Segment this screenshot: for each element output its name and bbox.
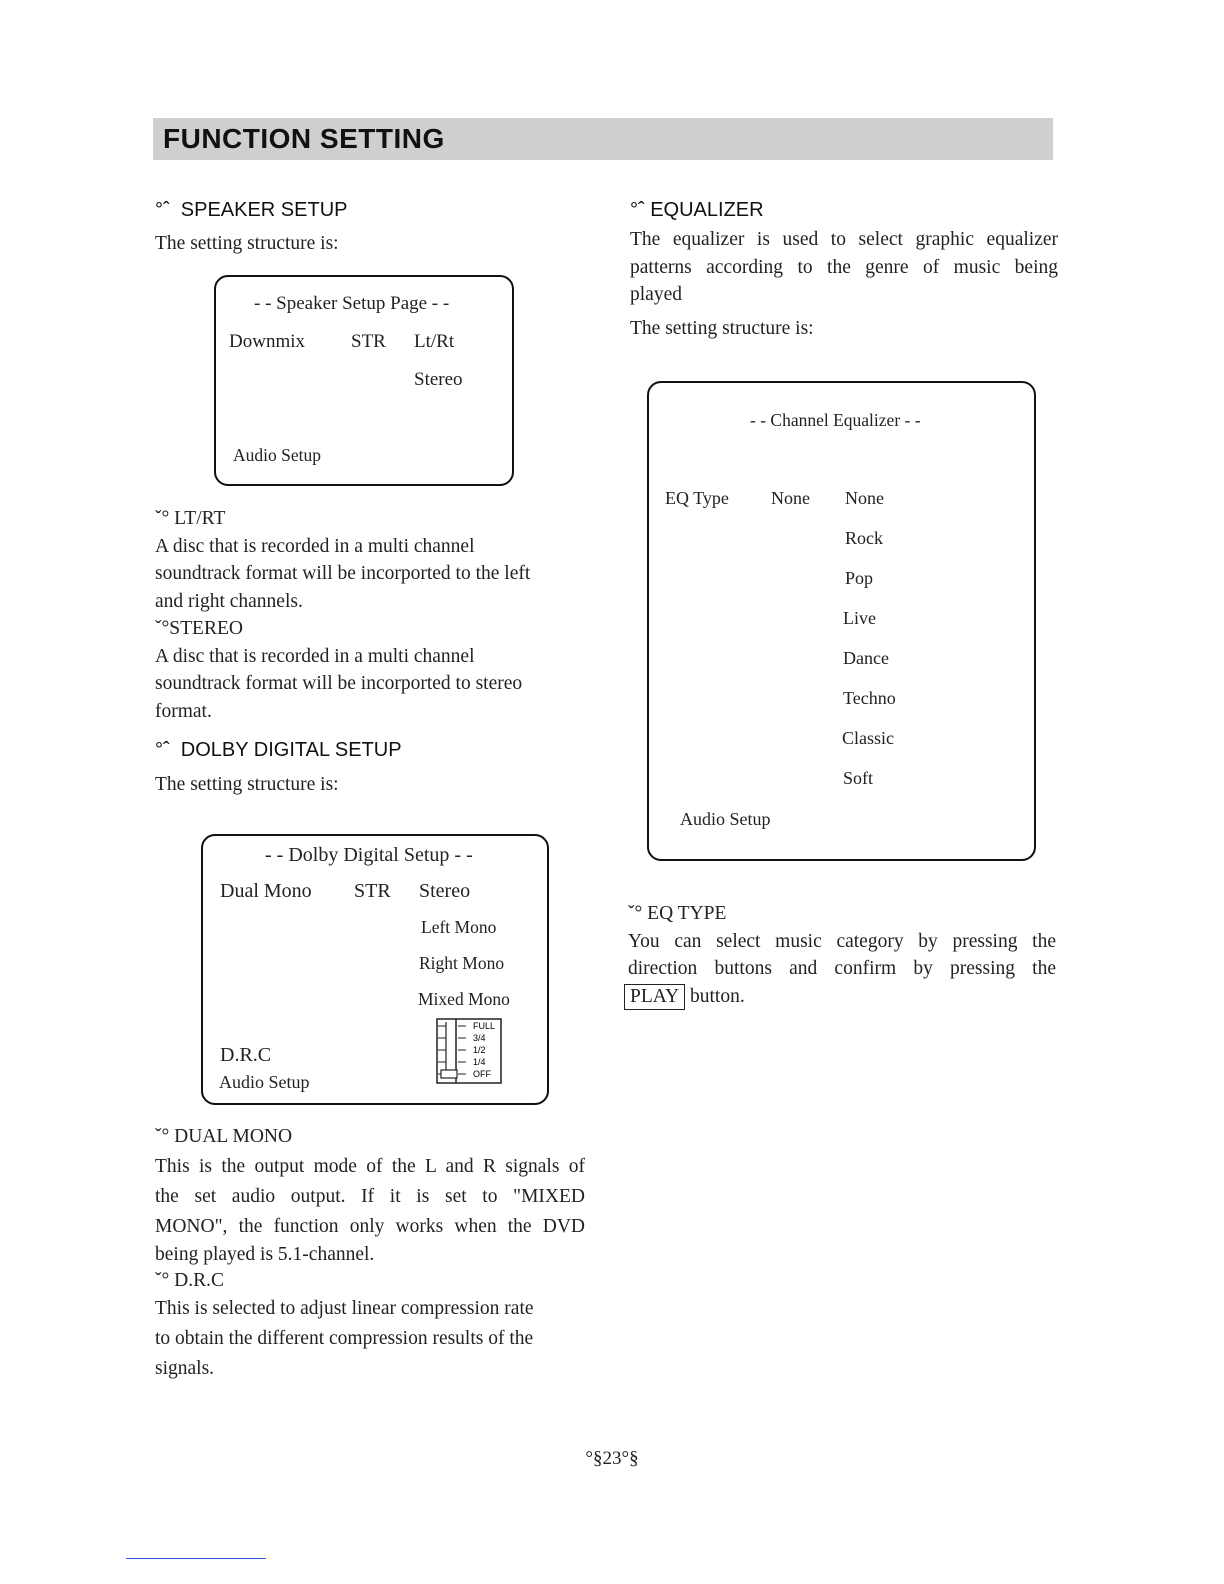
stereo-line: soundtrack format will be incorported to stereo [155, 673, 523, 694]
osd-option-dance: Dance [843, 648, 889, 668]
stereo-heading: ˇ°STEREO [155, 618, 243, 639]
osd-item-drc: D.R.C [220, 1044, 272, 1066]
equalizer-intro2: The setting structure is: [630, 318, 814, 339]
stereo-line: format. [155, 700, 212, 722]
osd-option-techno: Techno [843, 688, 896, 708]
osd-title: - - Dolby Digital Setup - - [265, 844, 473, 866]
page-title: FUNCTION SETTING [163, 123, 445, 154]
drc-level-label: OFF [473, 1069, 491, 1079]
equalizer-heading: °ˆ EQUALIZER [630, 199, 764, 221]
drc-slider [436, 1018, 502, 1084]
equalizer-osd [647, 381, 1036, 861]
dolby-setup-osd [201, 834, 549, 1105]
dual-mono-line: MONO", the function only works when the DVD [155, 1216, 585, 1237]
osd-option-mixed-mono: Mixed Mono [418, 989, 510, 1009]
osd-option-classic: Classic [842, 728, 894, 748]
equalizer-intro-line: played [630, 284, 682, 305]
drc-heading: ˇ° D.R.C [155, 1270, 225, 1291]
speaker-setup-heading: °ˆ SPEAKER SETUP [155, 199, 348, 221]
eq-type-line: direction buttons and confirm by pressing the [628, 958, 1056, 979]
drc-line: This is selected to adjust linear compression rate [155, 1298, 534, 1319]
equalizer-intro-line: The equalizer is used to select graphic equalizer [630, 229, 1058, 250]
drc-level-label: 1/2 [473, 1045, 486, 1055]
dual-mono-heading: ˇ° DUAL MONO [155, 1126, 293, 1147]
equalizer-intro-line: patterns according to the genre of music being [630, 256, 1058, 278]
osd-title: - - Speaker Setup Page - - [254, 293, 450, 314]
section-banner [153, 118, 1053, 160]
speaker-setup-osd [214, 275, 514, 486]
osd-option-soft: Soft [843, 768, 874, 788]
osd-current-value: None [771, 488, 810, 508]
ltrt-heading: ˇ° LT/RT [155, 508, 226, 529]
ltrt-line: A disc that is recorded in a multi channel [155, 535, 475, 557]
ltrt-line: and right channels. [155, 590, 303, 612]
ltrt-section [155, 505, 565, 725]
osd-current-value: STR [354, 880, 391, 902]
osd-footer: Audio Setup [680, 809, 771, 829]
osd-current-value: STR [351, 331, 386, 352]
dual-mono-line: being played is 5.1-channel. [155, 1244, 375, 1265]
dual-mono-section [155, 1122, 585, 1384]
dolby-setup-heading: °ˆ DOLBY DIGITAL SETUP [155, 739, 402, 761]
drc-line: to obtain the different compression results of the [155, 1328, 534, 1349]
drc-level-label: FULL [473, 1021, 496, 1031]
osd-title: - - Channel Equalizer - - [750, 410, 921, 430]
dual-mono-line: This is the output mode of the L and R signals of [155, 1156, 585, 1177]
osd-option-right-mono: Right Mono [419, 953, 505, 973]
osd-item-downmix: Downmix [229, 331, 305, 352]
drc-level-label: 1/4 [473, 1057, 486, 1067]
equalizer-intro [630, 226, 1058, 309]
page-number: °§23°§ [585, 1448, 639, 1469]
eq-type-section [628, 900, 1056, 1010]
eq-type-last-line [624, 983, 1056, 1011]
osd-option-pop: Pop [845, 568, 874, 588]
osd-option-stereo: Stereo [419, 880, 471, 902]
osd-option-stereo: Stereo [414, 369, 463, 390]
osd-option-ltrt: Lt/Rt [414, 331, 455, 352]
dual-mono-line: the set audio output. If it is set to "MIXED [155, 1186, 585, 1207]
speaker-setup-intro: The setting structure is: [155, 233, 339, 254]
osd-footer: Audio Setup [233, 445, 321, 465]
drc-line: signals. [155, 1358, 215, 1379]
osd-footer: Audio Setup [219, 1072, 310, 1092]
drc-slider-knob [441, 1070, 457, 1078]
eq-type-heading: ˇ° EQ TYPE [628, 903, 727, 924]
ltrt-line: soundtrack format will be incorported to the left [155, 563, 531, 584]
drc-level-label: 3/4 [473, 1033, 486, 1043]
eq-type-line: You can select music category by pressing the [628, 930, 1056, 952]
osd-option-left-mono: Left Mono [421, 917, 497, 937]
play-key: PLAY [624, 984, 685, 1010]
osd-item-eq-type: EQ Type [665, 488, 729, 508]
osd-option-rock: Rock [845, 528, 883, 548]
footer-rule [126, 1558, 266, 1559]
dolby-setup-intro: The setting structure is: [155, 774, 339, 795]
osd-item-dual-mono: Dual Mono [220, 880, 312, 902]
osd-option-none: None [845, 488, 884, 508]
osd-option-live: Live [843, 608, 876, 628]
eq-type-tail: button. [685, 985, 745, 1007]
stereo-line: A disc that is recorded in a multi channel [155, 645, 475, 667]
